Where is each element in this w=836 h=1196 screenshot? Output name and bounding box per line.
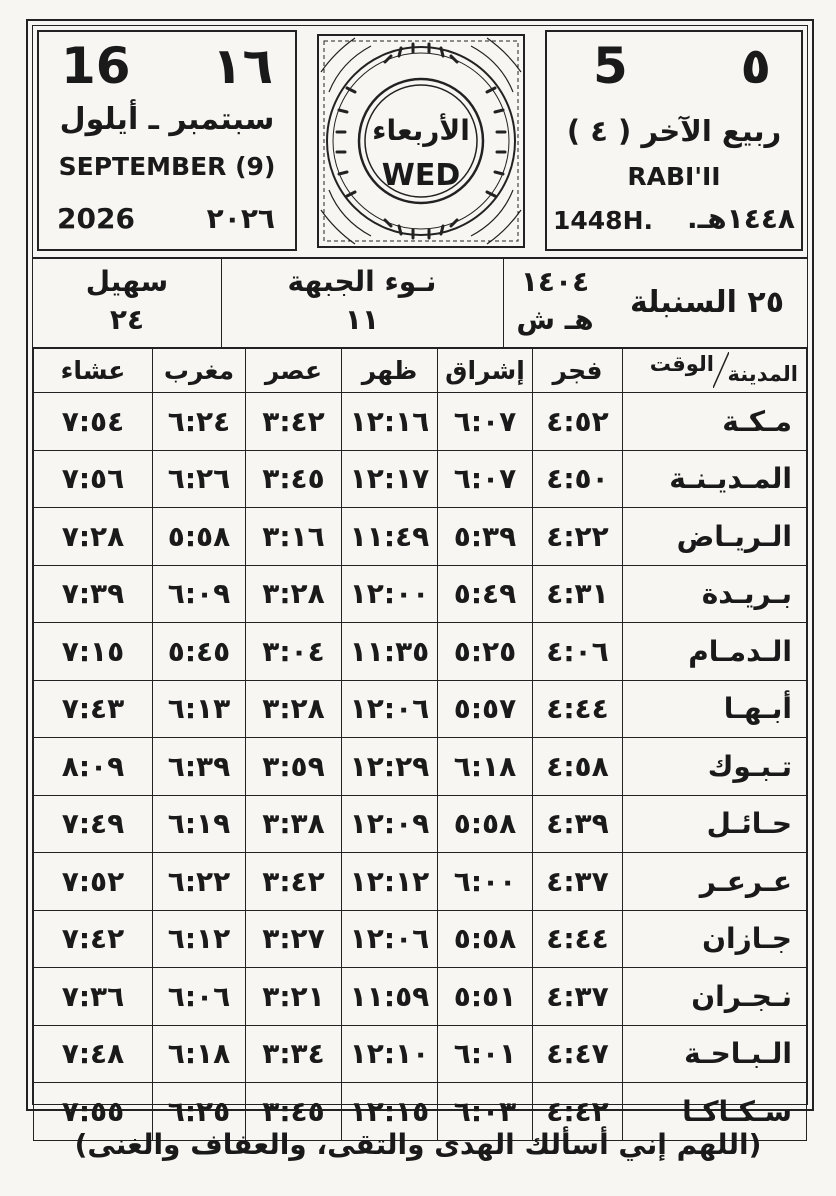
hijri-month-arabic: ربيع الآخر ( ٤ ): [566, 114, 782, 148]
time-isha: ٧:٣٦: [34, 968, 153, 1026]
suhail-day: ٢٤: [109, 303, 145, 336]
time-maghrib: ٦:١٣: [153, 680, 246, 738]
gregorian-month-arabic: سبتمبر ـ أيلول: [59, 102, 275, 137]
table-row: [34, 508, 807, 566]
time-asr: ٣:٤٢: [246, 853, 342, 911]
time-dhuhr: ١١:٤٩: [342, 508, 438, 566]
table-row: [34, 393, 807, 451]
table-header-row: [34, 348, 807, 393]
time-dhuhr: ١٢:٠٠: [342, 565, 438, 623]
header-fajr: فجر: [533, 348, 623, 393]
city-name: حـائـل: [623, 795, 807, 853]
header-isha: عشاء: [34, 348, 153, 393]
time-asr: ٣:٤٥: [246, 1083, 342, 1141]
time-isha: ٧:٢٨: [34, 508, 153, 566]
time-asr: ٣:٢١: [246, 968, 342, 1026]
city-name: المـديـنـة: [623, 450, 807, 508]
time-maghrib: ٦:٢٤: [153, 393, 246, 451]
naw-cell: [221, 259, 504, 347]
hijri-month-english: RABI'II: [627, 162, 721, 191]
prayer-times-table: [33, 347, 807, 1141]
time-fajr: ٤:٥٠: [533, 450, 623, 508]
hijri-year-arabic: ١٤٤٨هـ.: [687, 202, 795, 235]
time-asr: ٣:٢٧: [246, 910, 342, 968]
time-sunrise: ٥:٥٨: [438, 910, 533, 968]
hijri-day-latin: 5: [593, 37, 628, 95]
city-name: سـكـاكـا: [623, 1083, 807, 1141]
hijri-year-latin: 1448H.: [553, 206, 653, 235]
suhail-label: سهيل: [85, 265, 169, 298]
time-fajr: ٤:٤٧: [533, 1025, 623, 1083]
gregorian-year-arabic: ٢٠٢٦: [206, 202, 275, 235]
naw-label: نـوء الجبهة: [287, 265, 437, 298]
gregorian-month-english: SEPTEMBER (9): [58, 152, 276, 181]
time-dhuhr: ١٢:١٥: [342, 1083, 438, 1141]
city-name: الـبـاحـة: [623, 1025, 807, 1083]
time-fajr: ٤:٤٤: [533, 910, 623, 968]
time-sunrise: ٥:٥٧: [438, 680, 533, 738]
city-name: أبـهـا: [623, 680, 807, 738]
time-fajr: ٤:٤٤: [533, 680, 623, 738]
time-maghrib: ٦:٣٩: [153, 738, 246, 796]
gregorian-day-latin: 16: [61, 37, 131, 95]
time-dhuhr: ١١:٥٩: [342, 968, 438, 1026]
time-sunrise: ٥:٥٨: [438, 795, 533, 853]
time-maghrib: ٦:٢٦: [153, 450, 246, 508]
time-dhuhr: ١٢:١٦: [342, 393, 438, 451]
time-asr: ٣:٢٨: [246, 565, 342, 623]
time-dhuhr: ١٢:٠٦: [342, 910, 438, 968]
gregorian-day-arabic: ١٦: [211, 37, 273, 95]
gregorian-date-box: [37, 30, 297, 251]
time-sunrise: ٦:٠٣: [438, 1083, 533, 1141]
time-isha: ٧:٥٦: [34, 450, 153, 508]
time-maghrib: ٦:١٢: [153, 910, 246, 968]
time-maghrib: ٦:١٨: [153, 1025, 246, 1083]
time-asr: ٣:٣٤: [246, 1025, 342, 1083]
time-maghrib: ٦:٠٦: [153, 968, 246, 1026]
solar-year-cell: [503, 259, 607, 347]
time-dhuhr: ١٢:١٠: [342, 1025, 438, 1083]
time-dhuhr: ١٢:٢٩: [342, 738, 438, 796]
time-dhuhr: ١٢:١٢: [342, 853, 438, 911]
header-city: المدينة: [727, 362, 798, 386]
time-dhuhr: ١٢:٠٩: [342, 795, 438, 853]
zodiac-cell: ٢٥ السنبلة: [629, 285, 785, 320]
time-isha: ٧:٣٩: [34, 565, 153, 623]
city-name: بـريـدة: [623, 565, 807, 623]
time-asr: ٣:١٦: [246, 508, 342, 566]
table-row: [34, 738, 807, 796]
city-name: مـكـة: [623, 393, 807, 451]
time-fajr: ٤:٣٧: [533, 853, 623, 911]
time-maghrib: ٥:٥٨: [153, 508, 246, 566]
city-name: عـرعـر: [623, 853, 807, 911]
time-dhuhr: ١١:٣٥: [342, 623, 438, 681]
time-isha: ٧:٥٤: [34, 393, 153, 451]
solar-year-label: هـ ش: [516, 303, 594, 336]
time-sunrise: ٥:٢٥: [438, 623, 533, 681]
time-asr: ٣:٣٨: [246, 795, 342, 853]
time-fajr: ٤:٣٩: [533, 795, 623, 853]
city-name: جـازان: [623, 910, 807, 968]
time-maghrib: ٦:٢٥: [153, 1083, 246, 1141]
time-fajr: ٤:٤٢: [533, 1083, 623, 1141]
time-sunrise: ٦:٠١: [438, 1025, 533, 1083]
weekday-seal: [315, 32, 527, 250]
time-isha: ٧:٤٢: [34, 910, 153, 968]
time-asr: ٣:٤٥: [246, 450, 342, 508]
weekday-arabic: الأربعاء: [372, 114, 470, 147]
time-sunrise: ٥:٤٩: [438, 565, 533, 623]
table-row: [34, 910, 807, 968]
solar-year: ١٤٠٤: [520, 265, 590, 298]
city-name: الـريـاض: [623, 508, 807, 566]
table-row: [34, 853, 807, 911]
time-sunrise: ٦:٠٧: [438, 450, 533, 508]
time-maghrib: ٦:٠٩: [153, 565, 246, 623]
time-asr: ٣:٢٨: [246, 680, 342, 738]
time-sunrise: ٦:٠٠: [438, 853, 533, 911]
time-isha: ٧:٥٥: [34, 1083, 153, 1141]
footer-prayer: (اللهم إني أسألك الهدى والتقى، والعفاف والغنى): [74, 1128, 762, 1161]
time-asr: ٣:٤٢: [246, 393, 342, 451]
calendar-inner-frame: [32, 25, 808, 1128]
time-fajr: ٤:٣٧: [533, 968, 623, 1026]
header-maghrib: مغرب: [153, 348, 246, 393]
time-asr: ٣:٥٩: [246, 738, 342, 796]
time-dhuhr: ١٢:١٧: [342, 450, 438, 508]
time-asr: ٣:٠٤: [246, 623, 342, 681]
time-isha: ٧:٤٣: [34, 680, 153, 738]
city-time-header: [623, 348, 807, 393]
table-row: [34, 1025, 807, 1083]
time-fajr: ٤:٢٢: [533, 508, 623, 566]
time-fajr: ٤:٣١: [533, 565, 623, 623]
time-isha: ٧:٤٩: [34, 795, 153, 853]
time-isha: ٧:١٥: [34, 623, 153, 681]
time-maghrib: ٥:٤٥: [153, 623, 246, 681]
table-row: [34, 623, 807, 681]
table-row: [34, 450, 807, 508]
time-maghrib: ٦:١٩: [153, 795, 246, 853]
header-asr: عصر: [246, 348, 342, 393]
time-isha: ٨:٠٩: [34, 738, 153, 796]
date-header: [33, 26, 807, 257]
time-isha: ٧:٤٨: [34, 1025, 153, 1083]
time-fajr: ٤:٥٢: [533, 393, 623, 451]
hijri-day-arabic: ٥: [740, 37, 771, 95]
time-fajr: ٤:٥٨: [533, 738, 623, 796]
header-sunrise: إشراق: [438, 348, 533, 393]
gregorian-year-latin: 2026: [57, 202, 135, 235]
weekday-english: WED: [381, 158, 461, 193]
time-dhuhr: ١٢:٠٦: [342, 680, 438, 738]
diagonal-divider-icon: [713, 352, 729, 388]
time-sunrise: ٦:١٨: [438, 738, 533, 796]
city-name: الـدمـام: [623, 623, 807, 681]
table-row: [34, 968, 807, 1026]
header-dhuhr: ظهر: [342, 348, 438, 393]
star-season-row: [33, 257, 807, 349]
header-time: الوقت: [649, 352, 714, 376]
time-fajr: ٤:٠٦: [533, 623, 623, 681]
time-sunrise: ٥:٥١: [438, 968, 533, 1026]
time-isha: ٧:٥٢: [34, 853, 153, 911]
hijri-date-box: [545, 30, 803, 251]
time-sunrise: ٥:٣٩: [438, 508, 533, 566]
time-sunrise: ٦:٠٧: [438, 393, 533, 451]
table-row: [34, 795, 807, 853]
table-row: [34, 680, 807, 738]
time-maghrib: ٦:٢٢: [153, 853, 246, 911]
city-name: نـجـران: [623, 968, 807, 1026]
table-row: [34, 565, 807, 623]
suhail-cell: [33, 259, 222, 347]
city-name: تـبـوك: [623, 738, 807, 796]
naw-day: ١١: [344, 303, 380, 336]
calendar-page: [26, 19, 814, 1128]
